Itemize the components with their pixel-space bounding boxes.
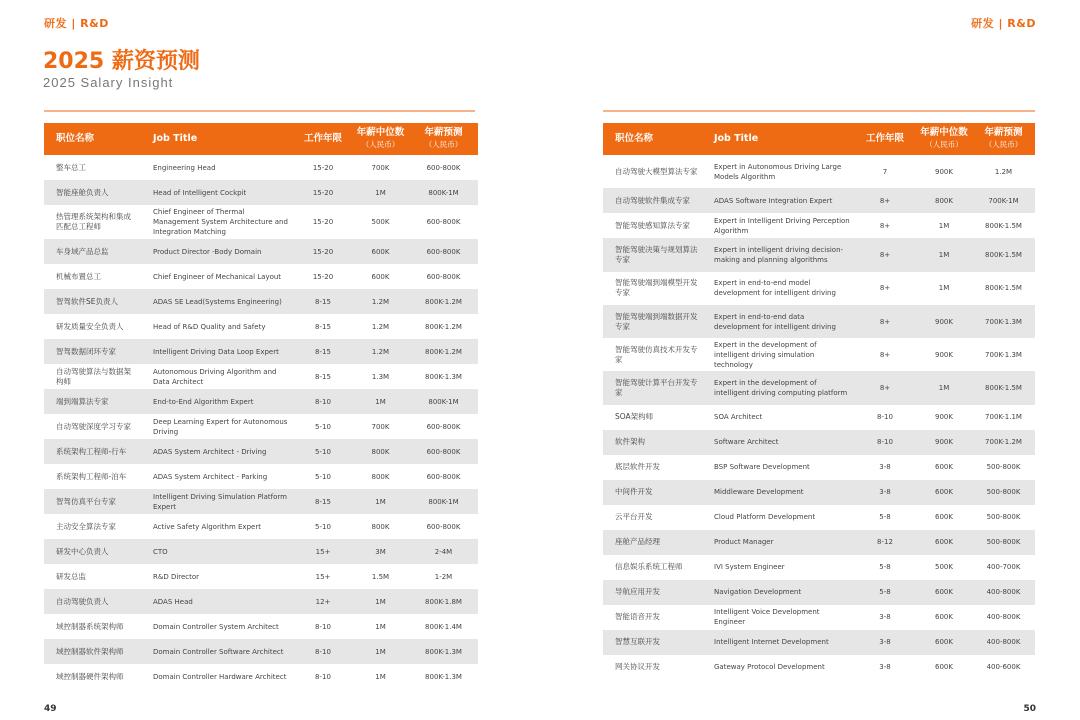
job-title-en: Intelligent Voice Development Engineer: [714, 608, 820, 627]
years-cell: 5-8: [879, 513, 891, 522]
table-row: [603, 213, 1035, 238]
years-cell: 8+: [854, 371, 916, 404]
job-title-en: Expert in Autonomous Driving Large Models Algorithm: [714, 162, 842, 181]
job-title-en: ADAS Head: [141, 589, 294, 614]
median-cell: 1M: [916, 238, 972, 271]
job-title-cn: 研发质量安全负责人: [56, 321, 124, 331]
job-title-en: Expert in the development of intelligent driving computing platform: [702, 371, 854, 404]
table-row: [603, 371, 1035, 404]
table-row: [603, 505, 1035, 530]
job-title-en: SOA Architect: [714, 413, 763, 422]
table-row: [603, 338, 1035, 371]
table-row: [603, 630, 1035, 655]
job-title-en: Intelligent Driving Simulation Platform Expert: [141, 489, 294, 514]
years-cell: 8-15: [294, 289, 352, 314]
table-row: [603, 580, 1035, 605]
job-title-en: CTO: [141, 539, 294, 564]
table-row: [44, 180, 478, 205]
job-title-cn: 整车总工: [56, 162, 86, 172]
job-title-cn: 底层软件开发: [615, 462, 660, 472]
median-cell: 600K: [916, 630, 972, 655]
header-forecast: [972, 123, 1035, 155]
job-title-en: Middleware Development: [702, 480, 854, 505]
years-cell: 8-15: [315, 372, 331, 381]
table-row: [603, 655, 1035, 680]
table-row: [44, 289, 478, 314]
job-title-cn: 智驾数据闭环专家: [44, 339, 141, 364]
job-title-cn: 云平台开发: [615, 512, 653, 522]
job-title-en: BSP Software Development: [714, 463, 810, 472]
job-title-cn: 域控制器软件架构师: [44, 639, 141, 664]
forecast-cell: 600-800K: [426, 472, 461, 481]
forecast-cell: 600-800K: [426, 163, 461, 172]
years-cell: 5-10: [294, 439, 352, 464]
job-title-en: Product Manager: [702, 530, 854, 555]
job-title-cn: 智能驾驶计算平台开发专家: [603, 371, 702, 404]
divider-right: [603, 110, 1035, 112]
median-cell: 1M: [352, 180, 409, 205]
table-row: [603, 272, 1035, 305]
median-cell: 1M: [938, 221, 950, 230]
page-title: 2025 薪资预测: [43, 49, 200, 74]
table-row: [44, 364, 478, 389]
header-forecast-label: 年薪预测: [984, 127, 1023, 138]
median-cell: 1M: [938, 284, 950, 293]
median-cell: 800K: [371, 522, 390, 531]
median-cell: 600K: [352, 239, 409, 264]
forecast-cell: 400-800K: [972, 580, 1035, 605]
forecast-cell: 500-800K: [986, 463, 1021, 472]
median-cell: 1.5M: [371, 572, 390, 581]
job-title-cn: 智能驾驶仿真技术开发专家: [615, 344, 698, 364]
median-cell: 1M: [352, 389, 409, 414]
job-title-en: Chief Engineer of Thermal Management System Architecture and Integration Matching: [153, 208, 288, 236]
years-cell: 5-10: [315, 422, 331, 431]
job-title-en: Chief Engineer of Mechanical Layout: [153, 272, 282, 281]
job-title-cn: 系统架构工程师-泊车: [56, 471, 127, 481]
table-row: [44, 155, 478, 180]
forecast-cell: 600-800K: [426, 422, 461, 431]
job-title-en: Cloud Platform Development: [714, 513, 816, 522]
years-cell: 8+: [879, 284, 891, 293]
page-number-left: 49: [44, 704, 57, 714]
job-title-cn: 端到端算法专家: [44, 389, 141, 414]
forecast-cell: 800K-1M: [409, 389, 478, 414]
table-row: [44, 264, 478, 289]
header-en-title: Job Title: [141, 123, 294, 155]
job-title-cn: 热管理系统架构和集成匹配总工程师: [56, 212, 131, 231]
table-row: [603, 555, 1035, 580]
table-row: [603, 305, 1035, 338]
forecast-cell: 800K-1.5M: [972, 238, 1035, 271]
job-title-cn: 智能语音开发: [615, 612, 660, 622]
median-cell: 600K: [935, 463, 953, 472]
years-cell: 8+: [879, 221, 891, 230]
table-row: [603, 238, 1035, 271]
job-title-en: Intelligent Internet Development: [702, 630, 854, 655]
median-cell: 900K: [935, 413, 953, 422]
years-cell: 3-8: [854, 630, 916, 655]
job-title-en: ADAS System Architect - Parking: [153, 472, 268, 481]
years-cell: 5-8: [879, 563, 891, 572]
job-title-en: Navigation Development: [702, 580, 854, 605]
forecast-cell: 400-700K: [986, 563, 1021, 572]
table-row: [44, 314, 478, 339]
table-row: [603, 455, 1035, 480]
header-median-label: 年薪中位数: [920, 127, 968, 138]
job-title-en: Domain Controller System Architect: [153, 622, 279, 631]
page-number-right: 50: [1023, 704, 1036, 714]
years-cell: 7: [882, 167, 888, 176]
job-title-en: Deep Learning Expert for Autonomous Driving: [153, 417, 288, 436]
job-title-cn: 自动驾驶大模型算法专家: [615, 166, 698, 176]
years-cell: 8-10: [294, 389, 352, 414]
job-title-en: Intelligent Driving Data Loop Expert: [141, 339, 294, 364]
table-row: [603, 155, 1035, 188]
forecast-cell: 800K-1.2M: [409, 339, 478, 364]
job-title-cn: 智驾仿真平台专家: [44, 489, 141, 514]
table-row: [44, 205, 478, 239]
forecast-cell: 2-4M: [409, 539, 478, 564]
forecast-cell: 700K-1.3M: [985, 350, 1022, 359]
job-title-cn: 自动驾驶深度学习专家: [56, 421, 131, 431]
median-cell: 800K: [371, 472, 390, 481]
forecast-cell: 600-800K: [426, 522, 461, 531]
header-years: 工作年限: [294, 123, 352, 155]
table-row: [44, 239, 478, 264]
median-cell: 1.2M: [352, 289, 409, 314]
median-cell: 600K: [916, 530, 972, 555]
job-title-en: Expert in intelligent driving decision-making and planning algorithms: [702, 238, 854, 271]
job-title-en: Active Safety Algorithm Expert: [153, 522, 261, 531]
years-cell: 5-10: [315, 522, 331, 531]
forecast-cell: 800K-1.2M: [425, 322, 462, 331]
forecast-cell: 700K-1.3M: [972, 305, 1035, 338]
job-title-cn: SOA架构师: [615, 412, 654, 422]
years-cell: 8-10: [854, 430, 916, 455]
median-cell: 1.2M: [371, 322, 390, 331]
median-cell: 600K: [935, 513, 953, 522]
header-median-label: 年薪中位数: [356, 127, 405, 138]
job-title-cn: 机械布置总工: [56, 271, 101, 281]
header-median-unit: （人民币）: [361, 140, 400, 149]
median-cell: 600K: [935, 663, 953, 672]
table-row: [603, 430, 1035, 455]
forecast-cell: 800K-1.5M: [985, 284, 1022, 293]
forecast-cell: 800K-1M: [409, 180, 478, 205]
median-cell: 1M: [375, 672, 386, 681]
forecast-cell: 800K-1.5M: [972, 371, 1035, 404]
header-forecast-unit: （人民币）: [984, 140, 1023, 149]
job-title-en: Expert in Intelligent Driving Perception Algorithm: [714, 216, 850, 235]
forecast-cell: 800K-1.3M: [425, 372, 462, 381]
job-title-en: End-to-End Algorithm Expert: [141, 389, 294, 414]
section-tag-left: 研发 | R&D: [44, 17, 109, 30]
salary-table-right: [603, 123, 1035, 680]
job-title-en: Autonomous Driving Algorithm and Data Architect: [153, 367, 277, 386]
years-cell: 8-10: [294, 639, 352, 664]
section-tag-right: 研发 | R&D: [971, 17, 1036, 30]
job-title-en: Product Director -Body Domain: [141, 239, 294, 264]
forecast-cell: 800K-1.4M: [425, 622, 462, 631]
median-cell: 600K: [916, 480, 972, 505]
table-row: [603, 188, 1035, 213]
years-cell: 8-10: [315, 672, 331, 681]
years-cell: 8-15: [294, 339, 352, 364]
job-title-cn: 车身域产品总监: [44, 239, 141, 264]
median-cell: 800K: [916, 188, 972, 213]
header-forecast-label: 年薪预测: [424, 127, 463, 138]
job-title-cn: 自动驾驶软件集成专家: [603, 188, 702, 213]
job-title-en: ADAS SE Lead(Systems Engineering): [141, 289, 294, 314]
table-header-row: [44, 123, 478, 155]
median-cell: 1M: [352, 589, 409, 614]
table-row: [44, 589, 478, 614]
job-title-cn: 座舱产品经理: [603, 530, 702, 555]
table-row: [44, 639, 478, 664]
table-row: [603, 605, 1035, 630]
median-cell: 600K: [935, 613, 953, 622]
median-cell: 900K: [935, 167, 953, 176]
years-cell: 15-20: [294, 239, 352, 264]
table-row: [603, 405, 1035, 430]
median-cell: 700K: [371, 163, 390, 172]
table-row: [44, 439, 478, 464]
forecast-cell: 1-2M: [434, 572, 453, 581]
median-cell: 1M: [375, 622, 386, 631]
forecast-cell: 800K-1.2M: [409, 289, 478, 314]
years-cell: 15+: [315, 572, 331, 581]
forecast-cell: 700K-1.1M: [985, 413, 1022, 422]
job-title-cn: 软件架构: [603, 430, 702, 455]
table-row: [44, 489, 478, 514]
job-title-en: Expert in end-to-end model development for intelligent driving: [714, 279, 836, 298]
job-title-cn: 智慧互联开发: [603, 630, 702, 655]
years-cell: 5-10: [315, 472, 331, 481]
median-cell: 700K: [371, 422, 390, 431]
years-cell: 8+: [854, 188, 916, 213]
forecast-cell: 400-800K: [986, 613, 1021, 622]
table-row: [44, 389, 478, 414]
job-title-cn: 自动驾驶负责人: [44, 589, 141, 614]
job-title-en: Engineering Head: [153, 163, 216, 172]
job-title-en: Head of R&D Quality and Safety: [153, 322, 266, 331]
job-title-en: Expert in the development of intelligent driving simulation technology: [714, 340, 817, 369]
forecast-cell: 400-600K: [986, 663, 1021, 672]
job-title-cn: 域控制器系统架构师: [56, 621, 124, 631]
years-cell: 8+: [879, 350, 891, 359]
forecast-cell: 400-800K: [972, 630, 1035, 655]
header-en-title: Job Title: [702, 123, 854, 155]
table-row: [44, 414, 478, 439]
job-title-cn: 智驾软件SE负责人: [44, 289, 141, 314]
median-cell: 1M: [352, 489, 409, 514]
forecast-cell: 1.2M: [994, 167, 1013, 176]
job-title-cn: 自动驾驶算法与数据架构师: [56, 366, 131, 386]
divider-left: [44, 110, 475, 112]
job-title-cn: 智能驾驶感知算法专家: [615, 220, 690, 230]
years-cell: 8+: [854, 305, 916, 338]
years-cell: 8-15: [315, 322, 331, 331]
years-cell: 8-15: [294, 489, 352, 514]
header-forecast: [409, 123, 478, 155]
job-title-cn: 网关协议开发: [615, 662, 660, 672]
years-cell: 15+: [294, 539, 352, 564]
forecast-cell: 500-800K: [986, 513, 1021, 522]
years-cell: 15-20: [312, 163, 334, 172]
job-title-cn: 智能驾驶端到端数据开发专家: [603, 305, 702, 338]
forecast-cell: 700K-1.2M: [972, 430, 1035, 455]
table-row: [44, 539, 478, 564]
job-title-cn: 主动安全算法专家: [56, 521, 116, 531]
job-title-en: Domain Controller Hardware Architect: [153, 672, 287, 681]
job-title-en: Domain Controller Software Architect: [141, 639, 294, 664]
years-cell: 15-20: [312, 272, 334, 281]
header-median: [916, 123, 972, 155]
forecast-cell: 500-800K: [972, 530, 1035, 555]
years-cell: 5-8: [854, 580, 916, 605]
years-cell: 8+: [854, 238, 916, 271]
job-title-cn: 研发总监: [56, 571, 86, 581]
years-cell: 8-10: [877, 413, 893, 422]
table-header-row: [603, 123, 1035, 155]
median-cell: 1M: [916, 371, 972, 404]
job-title-cn: 中间件开发: [603, 480, 702, 505]
job-title-en: R&D Director: [153, 572, 200, 581]
header-median-unit: （人民币）: [925, 140, 963, 149]
forecast-cell: 600-800K: [409, 239, 478, 264]
forecast-cell: 500-800K: [972, 480, 1035, 505]
years-cell: 15-20: [294, 180, 352, 205]
job-title-cn: 研发中心负责人: [44, 539, 141, 564]
job-title-en: Head of Intelligent Cockpit: [141, 180, 294, 205]
table-row: [44, 514, 478, 539]
job-title-en: Gateway Protocol Development: [714, 663, 825, 672]
forecast-cell: 800K-1.3M: [425, 672, 462, 681]
job-title-cn: 智能驾驶决策与规划算法专家: [603, 238, 702, 271]
job-title-en: ADAS Software Integration Expert: [702, 188, 854, 213]
table-row: [44, 664, 478, 689]
forecast-cell: 600-800K: [426, 272, 461, 281]
forecast-cell: 800K-1.5M: [985, 221, 1022, 230]
job-title-en: ADAS System Architect - Driving: [141, 439, 294, 464]
salary-table-left: [44, 123, 478, 689]
median-cell: 3M: [352, 539, 409, 564]
years-cell: 8-12: [854, 530, 916, 555]
job-title-cn: 域控制器硬件架构师: [56, 671, 124, 681]
table-row: [44, 464, 478, 489]
median-cell: 1.3M: [371, 372, 390, 381]
forecast-cell: 700K-1M: [972, 188, 1035, 213]
job-title-en: IVI System Engineer: [714, 563, 785, 572]
header-years: 工作年限: [854, 123, 916, 155]
forecast-cell: 800K-1M: [409, 489, 478, 514]
median-cell: 600K: [371, 272, 390, 281]
table-row: [44, 339, 478, 364]
header-median: [352, 123, 409, 155]
job-title-cn: 智能驾驶端到端模型开发专家: [615, 278, 698, 298]
forecast-cell: 800K-1.3M: [409, 639, 478, 664]
years-cell: 15-20: [312, 218, 334, 226]
table-row: [603, 480, 1035, 505]
years-cell: 3-8: [854, 480, 916, 505]
table-row: [603, 530, 1035, 555]
table-row: [44, 614, 478, 639]
forecast-cell: 800K-1.8M: [409, 589, 478, 614]
median-cell: 1.2M: [352, 339, 409, 364]
job-title-cn: 信息娱乐系统工程师: [615, 562, 683, 572]
median-cell: 800K: [352, 439, 409, 464]
median-cell: 900K: [916, 305, 972, 338]
years-cell: 8-10: [315, 622, 331, 631]
page-subtitle: 2025 Salary Insight: [43, 75, 174, 90]
forecast-cell: 600-800K: [426, 218, 461, 226]
job-title-en: Expert in end-to-end data development for intelligent driving: [702, 305, 854, 338]
median-cell: 500K: [371, 218, 390, 226]
median-cell: 900K: [916, 430, 972, 455]
years-cell: 12+: [294, 589, 352, 614]
header-cn-title: 职位名称: [603, 123, 702, 155]
years-cell: 3-8: [879, 663, 891, 672]
job-title-cn: 导航应用开发: [603, 580, 702, 605]
median-cell: 900K: [935, 350, 953, 359]
job-title-en: Software Architect: [702, 430, 854, 455]
years-cell: 3-8: [879, 463, 891, 472]
median-cell: 1M: [352, 639, 409, 664]
forecast-cell: 600-800K: [409, 439, 478, 464]
years-cell: 3-8: [879, 613, 891, 622]
table-row: [44, 564, 478, 589]
job-title-cn: 系统架构工程师-行车: [44, 439, 141, 464]
header-forecast-unit: （人民币）: [424, 140, 463, 149]
median-cell: 500K: [935, 563, 953, 572]
median-cell: 600K: [916, 580, 972, 605]
header-cn-title: 职位名称: [44, 123, 141, 155]
job-title-cn: 智能座舱负责人: [44, 180, 141, 205]
